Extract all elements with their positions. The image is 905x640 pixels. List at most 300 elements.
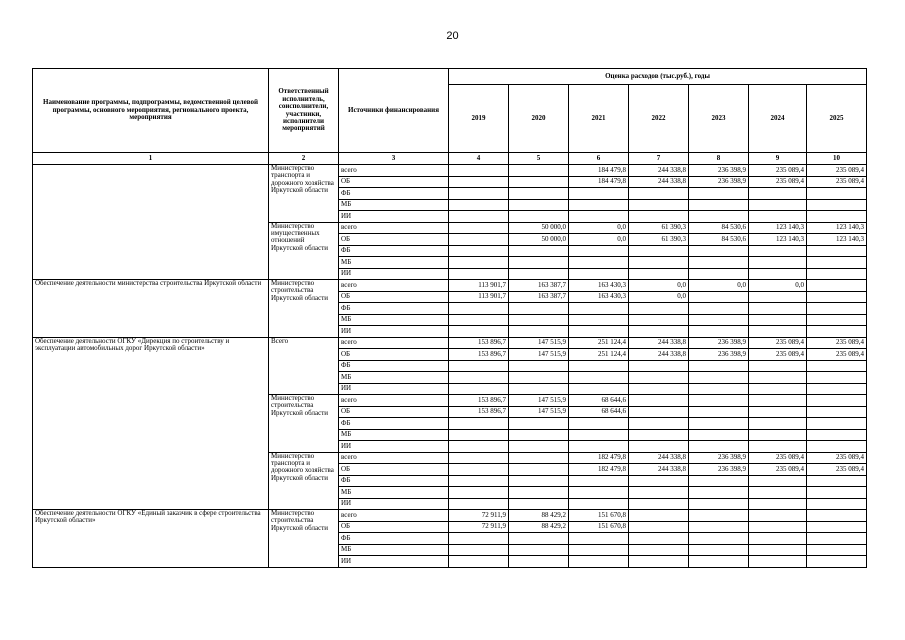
amount-cell [449, 199, 509, 211]
amount-cell [449, 326, 509, 338]
amount-cell [449, 487, 509, 499]
amount-cell [509, 188, 569, 200]
amount-cell [569, 487, 629, 499]
amount-cell: 0,0 [569, 222, 629, 234]
amount-cell [629, 268, 689, 280]
amount-cell [749, 475, 807, 487]
amount-cell [749, 245, 807, 257]
header-sources: Источники финансирования [339, 69, 449, 153]
column-number: 2 [269, 153, 339, 165]
column-number: 8 [689, 153, 749, 165]
amount-cell: 50 000,0 [509, 234, 569, 246]
amount-cell [749, 360, 807, 372]
amount-cell [449, 452, 509, 464]
amount-cell [449, 245, 509, 257]
amount-cell [509, 245, 569, 257]
amount-cell [509, 533, 569, 545]
amount-cell [509, 326, 569, 338]
amount-cell: 153 896,7 [449, 349, 509, 361]
amount-cell [689, 395, 749, 407]
amount-cell [569, 314, 629, 326]
amount-cell [807, 360, 867, 372]
amount-cell [689, 487, 749, 499]
amount-cell [509, 418, 569, 430]
amount-cell: 61 390,3 [629, 222, 689, 234]
amount-cell [807, 280, 867, 292]
amount-cell: 235 089,4 [807, 464, 867, 476]
amount-cell [629, 188, 689, 200]
amount-cell [629, 487, 689, 499]
amount-cell [749, 556, 807, 568]
amount-cell: 184 479,8 [569, 165, 629, 177]
amount-cell: 236 398,9 [689, 452, 749, 464]
amount-cell [629, 498, 689, 510]
amount-cell [807, 314, 867, 326]
amount-cell [449, 211, 509, 223]
amount-cell [689, 314, 749, 326]
amount-cell [449, 475, 509, 487]
amount-cell [509, 441, 569, 453]
amount-cell [749, 429, 807, 441]
amount-cell: 147 515,9 [509, 337, 569, 349]
amount-cell [807, 211, 867, 223]
funding-source-cell: МБ [339, 314, 449, 326]
header-year: 2022 [629, 85, 689, 153]
amount-cell: 235 089,4 [807, 176, 867, 188]
funding-source-cell: ФБ [339, 533, 449, 545]
amount-cell [749, 406, 807, 418]
amount-cell [509, 544, 569, 556]
amount-cell [449, 372, 509, 384]
amount-cell [807, 326, 867, 338]
amount-cell: 147 515,9 [509, 395, 569, 407]
amount-cell [689, 326, 749, 338]
funding-source-cell: ИИ [339, 211, 449, 223]
amount-cell: 163 387,7 [509, 291, 569, 303]
amount-cell [449, 464, 509, 476]
amount-cell: 0,0 [629, 280, 689, 292]
funding-source-cell: ИИ [339, 383, 449, 395]
funding-source-cell: ФБ [339, 245, 449, 257]
amount-cell [749, 395, 807, 407]
amount-cell [569, 360, 629, 372]
amount-cell: 84 530,6 [689, 234, 749, 246]
amount-cell [569, 188, 629, 200]
funding-source-cell: ИИ [339, 556, 449, 568]
column-number: 3 [339, 153, 449, 165]
amount-cell [449, 533, 509, 545]
program-name-cell [33, 165, 269, 280]
amount-cell [807, 383, 867, 395]
funding-source-cell: МБ [339, 429, 449, 441]
amount-cell: 184 479,8 [569, 176, 629, 188]
amount-cell [629, 475, 689, 487]
executor-cell: Всего [269, 337, 339, 395]
amount-cell [689, 211, 749, 223]
expenses-table [32, 68, 867, 568]
amount-cell [807, 498, 867, 510]
funding-source-cell: ФБ [339, 475, 449, 487]
amount-cell: 88 429,2 [509, 510, 569, 522]
amount-cell [689, 383, 749, 395]
funding-source-cell: ОБ [339, 521, 449, 533]
amount-cell: 236 398,9 [689, 349, 749, 361]
program-name-cell: Обеспечение деятельности министерства строительства Иркутской области [33, 280, 269, 338]
amount-cell [807, 510, 867, 522]
amount-cell [629, 372, 689, 384]
funding-source-cell: всего [339, 280, 449, 292]
executor-cell: Министерство имущественных отношений Иркутской области [269, 222, 339, 280]
amount-cell [509, 314, 569, 326]
table-row [33, 337, 867, 349]
amount-cell: 123 140,3 [807, 234, 867, 246]
amount-cell [569, 303, 629, 315]
amount-cell [569, 257, 629, 269]
amount-cell [689, 521, 749, 533]
funding-source-cell: ФБ [339, 418, 449, 430]
amount-cell [509, 452, 569, 464]
amount-cell [749, 188, 807, 200]
amount-cell [689, 291, 749, 303]
amount-cell [807, 556, 867, 568]
amount-cell [749, 199, 807, 211]
column-number: 6 [569, 153, 629, 165]
amount-cell [449, 176, 509, 188]
amount-cell [449, 429, 509, 441]
amount-cell [749, 372, 807, 384]
amount-cell [807, 395, 867, 407]
amount-cell: 113 901,7 [449, 291, 509, 303]
amount-cell [807, 429, 867, 441]
amount-cell [807, 418, 867, 430]
amount-cell [569, 211, 629, 223]
amount-cell: 163 430,3 [569, 280, 629, 292]
amount-cell [629, 556, 689, 568]
amount-cell [689, 510, 749, 522]
amount-cell [629, 395, 689, 407]
amount-cell [749, 510, 807, 522]
amount-cell [569, 556, 629, 568]
funding-source-cell: всего [339, 222, 449, 234]
amount-cell [629, 245, 689, 257]
header-year: 2020 [509, 85, 569, 153]
amount-cell [569, 544, 629, 556]
amount-cell: 235 089,4 [807, 452, 867, 464]
column-number: 7 [629, 153, 689, 165]
amount-cell: 244 338,8 [629, 176, 689, 188]
amount-cell [689, 406, 749, 418]
amount-cell: 236 398,9 [689, 337, 749, 349]
amount-cell [689, 188, 749, 200]
amount-cell: 61 390,3 [629, 234, 689, 246]
amount-cell [629, 383, 689, 395]
executor-cell: Министерство транспорта и дорожного хозяйства Иркутской области [269, 452, 339, 510]
amount-cell [689, 418, 749, 430]
amount-cell: 153 896,7 [449, 406, 509, 418]
amount-cell [569, 199, 629, 211]
funding-source-cell: ОБ [339, 349, 449, 361]
amount-cell [449, 383, 509, 395]
amount-cell [749, 521, 807, 533]
amount-cell: 244 338,8 [629, 337, 689, 349]
amount-cell [449, 234, 509, 246]
funding-source-cell: МБ [339, 544, 449, 556]
amount-cell [569, 326, 629, 338]
amount-cell: 68 644,6 [569, 406, 629, 418]
funding-source-cell: всего [339, 510, 449, 522]
funding-source-cell: ОБ [339, 234, 449, 246]
amount-cell [449, 498, 509, 510]
amount-cell [629, 429, 689, 441]
program-name-cell: Обеспечение деятельности ОГКУ «Дирекция по строительству и эксплуатации автомобильных дорог Иркутской области» [33, 337, 269, 510]
amount-cell [749, 268, 807, 280]
amount-cell [449, 418, 509, 430]
amount-cell [689, 268, 749, 280]
table-row [33, 510, 867, 522]
amount-cell: 151 670,8 [569, 510, 629, 522]
funding-source-cell: ИИ [339, 268, 449, 280]
column-number: 4 [449, 153, 509, 165]
amount-cell [689, 303, 749, 315]
amount-cell: 182 479,8 [569, 464, 629, 476]
header-year: 2019 [449, 85, 509, 153]
amount-cell [749, 544, 807, 556]
amount-cell [629, 303, 689, 315]
executor-cell: Министерство строительства Иркутской области [269, 280, 339, 338]
amount-cell [509, 383, 569, 395]
amount-cell: 182 479,8 [569, 452, 629, 464]
amount-cell [807, 245, 867, 257]
amount-cell [689, 498, 749, 510]
amount-cell [749, 487, 807, 499]
amount-cell: 147 515,9 [509, 349, 569, 361]
amount-cell [629, 257, 689, 269]
amount-cell: 244 338,8 [629, 165, 689, 177]
amount-cell [689, 360, 749, 372]
header-year: 2024 [749, 85, 807, 153]
column-number-row [33, 153, 867, 165]
amount-cell [689, 441, 749, 453]
amount-cell [509, 268, 569, 280]
amount-cell [807, 487, 867, 499]
amount-cell [449, 188, 509, 200]
amount-cell [749, 291, 807, 303]
executor-cell: Министерство строительства Иркутской области [269, 395, 339, 453]
amount-cell [449, 165, 509, 177]
amount-cell [569, 372, 629, 384]
amount-cell [449, 303, 509, 315]
amount-cell [807, 475, 867, 487]
amount-cell [629, 510, 689, 522]
amount-cell: 50 000,0 [509, 222, 569, 234]
amount-cell: 163 387,7 [509, 280, 569, 292]
amount-cell [449, 268, 509, 280]
amount-cell [807, 521, 867, 533]
amount-cell [807, 533, 867, 545]
amount-cell [689, 257, 749, 269]
amount-cell [807, 257, 867, 269]
funding-source-cell: ОБ [339, 464, 449, 476]
amount-cell [749, 314, 807, 326]
amount-cell: 236 398,9 [689, 176, 749, 188]
amount-cell [569, 268, 629, 280]
program-name-cell: Обеспечение деятельности ОГКУ «Единый заказчик в сфере строительства Иркутской области» [33, 510, 269, 568]
funding-source-cell: ОБ [339, 406, 449, 418]
amount-cell [449, 441, 509, 453]
amount-cell: 235 089,4 [807, 337, 867, 349]
amount-cell: 235 089,4 [807, 165, 867, 177]
funding-source-cell: ФБ [339, 188, 449, 200]
header-year: 2023 [689, 85, 749, 153]
amount-cell: 235 089,4 [807, 349, 867, 361]
amount-cell [749, 441, 807, 453]
amount-cell: 0,0 [749, 280, 807, 292]
funding-source-cell: всего [339, 337, 449, 349]
amount-cell [449, 556, 509, 568]
amount-cell [509, 360, 569, 372]
amount-cell [509, 464, 569, 476]
amount-cell: 151 670,8 [569, 521, 629, 533]
amount-cell: 235 089,4 [749, 349, 807, 361]
executor-cell: Министерство строительства Иркутской области [269, 510, 339, 568]
amount-cell [749, 303, 807, 315]
funding-source-cell: МБ [339, 487, 449, 499]
amount-cell [749, 326, 807, 338]
amount-cell [509, 176, 569, 188]
amount-cell: 113 901,7 [449, 280, 509, 292]
amount-cell [629, 199, 689, 211]
funding-source-cell: ИИ [339, 326, 449, 338]
amount-cell [509, 475, 569, 487]
header-executor: Ответственный исполнитель, соисполнители, участники, исполнители мероприятий [269, 69, 339, 153]
amount-cell [807, 268, 867, 280]
amount-cell [629, 418, 689, 430]
amount-cell [629, 326, 689, 338]
funding-source-cell: всего [339, 165, 449, 177]
amount-cell: 72 911,9 [449, 510, 509, 522]
amount-cell: 235 089,4 [749, 464, 807, 476]
amount-cell [689, 556, 749, 568]
funding-source-cell: всего [339, 395, 449, 407]
amount-cell [569, 533, 629, 545]
amount-cell: 147 515,9 [509, 406, 569, 418]
amount-cell: 72 911,9 [449, 521, 509, 533]
amount-cell: 251 124,4 [569, 349, 629, 361]
amount-cell [807, 188, 867, 200]
funding-source-cell: МБ [339, 372, 449, 384]
amount-cell [749, 383, 807, 395]
amount-cell: 123 140,3 [749, 222, 807, 234]
amount-cell: 235 089,4 [749, 337, 807, 349]
amount-cell [749, 498, 807, 510]
amount-cell: 68 644,6 [569, 395, 629, 407]
column-number: 5 [509, 153, 569, 165]
amount-cell [807, 199, 867, 211]
amount-cell [629, 211, 689, 223]
amount-cell [569, 498, 629, 510]
amount-cell: 244 338,8 [629, 464, 689, 476]
amount-cell: 235 089,4 [749, 452, 807, 464]
amount-cell [629, 544, 689, 556]
table-row [33, 280, 867, 292]
amount-cell: 235 089,4 [749, 165, 807, 177]
amount-cell [509, 429, 569, 441]
funding-source-cell: ФБ [339, 360, 449, 372]
amount-cell: 236 398,9 [689, 165, 749, 177]
amount-cell [749, 257, 807, 269]
amount-cell: 84 530,6 [689, 222, 749, 234]
amount-cell [749, 211, 807, 223]
header-estimate: Оценка расходов (тыс.руб.), годы [449, 69, 867, 85]
funding-source-cell: МБ [339, 257, 449, 269]
amount-cell: 236 398,9 [689, 464, 749, 476]
amount-cell: 244 338,8 [629, 452, 689, 464]
amount-cell [629, 533, 689, 545]
amount-cell [807, 544, 867, 556]
amount-cell [629, 441, 689, 453]
amount-cell [689, 245, 749, 257]
amount-cell: 235 089,4 [749, 176, 807, 188]
column-number: 1 [33, 153, 269, 165]
amount-cell [509, 211, 569, 223]
amount-cell [509, 257, 569, 269]
amount-cell: 88 429,2 [509, 521, 569, 533]
amount-cell [509, 556, 569, 568]
amount-cell [689, 429, 749, 441]
amount-cell [509, 487, 569, 499]
amount-cell [689, 475, 749, 487]
amount-cell: 123 140,3 [807, 222, 867, 234]
amount-cell: 153 896,7 [449, 337, 509, 349]
table-body [33, 165, 867, 568]
amount-cell [807, 291, 867, 303]
column-number: 9 [749, 153, 807, 165]
page-number: 20 [446, 30, 459, 42]
amount-cell [569, 245, 629, 257]
amount-cell [749, 418, 807, 430]
header-program-name: Наименование программы, подпрограммы, ведомственной целевой программы, основного мероприятия, регионального проекта, мероприятия [33, 69, 269, 153]
amount-cell [807, 441, 867, 453]
amount-cell [449, 222, 509, 234]
amount-cell [569, 418, 629, 430]
header-year: 2021 [569, 85, 629, 153]
amount-cell [629, 521, 689, 533]
amount-cell [629, 314, 689, 326]
amount-cell: 244 338,8 [629, 349, 689, 361]
amount-cell [569, 429, 629, 441]
amount-cell [749, 533, 807, 545]
amount-cell [689, 199, 749, 211]
amount-cell: 0,0 [569, 234, 629, 246]
amount-cell [509, 199, 569, 211]
amount-cell [509, 303, 569, 315]
amount-cell: 251 124,4 [569, 337, 629, 349]
amount-cell [449, 544, 509, 556]
column-number: 10 [807, 153, 867, 165]
amount-cell [509, 498, 569, 510]
amount-cell [689, 372, 749, 384]
funding-source-cell: ИИ [339, 498, 449, 510]
amount-cell: 0,0 [629, 291, 689, 303]
amount-cell [509, 165, 569, 177]
amount-cell: 123 140,3 [749, 234, 807, 246]
amount-cell [807, 406, 867, 418]
amount-cell: 153 896,7 [449, 395, 509, 407]
amount-cell [449, 314, 509, 326]
amount-cell [569, 383, 629, 395]
table-row [33, 165, 867, 177]
funding-source-cell: ОБ [339, 176, 449, 188]
